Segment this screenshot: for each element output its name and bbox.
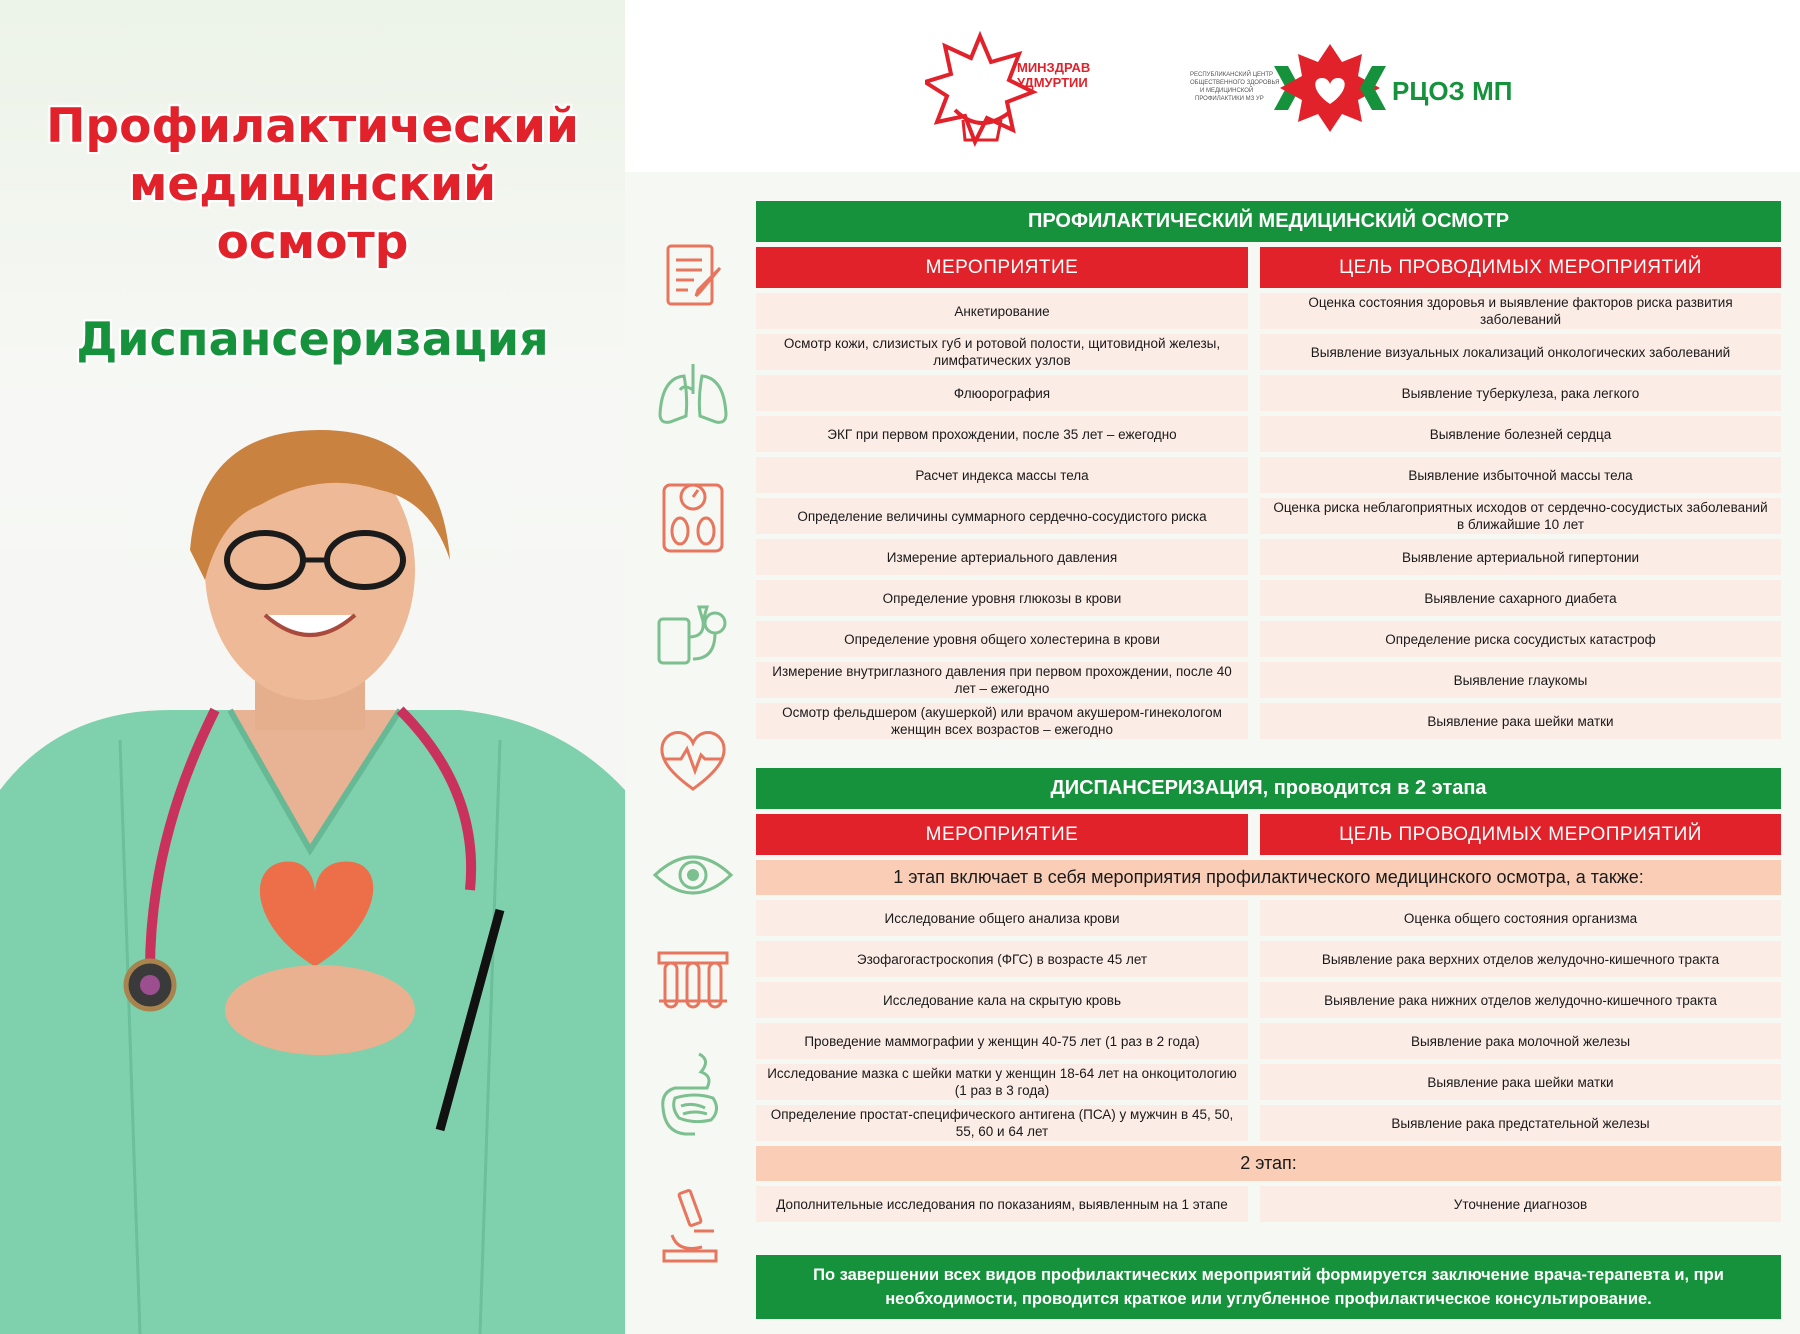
goal-cell: Выявление сахарного диабета bbox=[1260, 580, 1781, 616]
exam-header-activity: МЕРОПРИЯТИЕ bbox=[756, 247, 1248, 288]
activity-cell: Исследование кала на скрытую кровь bbox=[756, 982, 1248, 1018]
goal-cell: Оценка риска неблагоприятных исходов от сердечно-сосудистых заболеваний в ближайшие 10 лет bbox=[1260, 498, 1781, 534]
footer-note: По завершении всех видов профилактических мероприятий формируется заключение врача-терапевта и, при необходимости, проводится краткое или углубленное профилактическое консультирование. bbox=[756, 1255, 1781, 1319]
minzdrav-line-2: УДМУРТИИ bbox=[1017, 75, 1088, 90]
activity-cell: Проведение маммографии у женщин 40-75 лет (1 раз в 2 года) bbox=[756, 1023, 1248, 1059]
intestines-icon bbox=[643, 1050, 743, 1140]
activity-cell: Дополнительные исследования по показаниям, выявленным на 1 этапе bbox=[756, 1186, 1248, 1222]
goal-cell: Выявление рака нижних отделов желудочно-кишечного тракта bbox=[1260, 982, 1781, 1018]
exam-table bbox=[756, 201, 1781, 739]
activity-cell: Определение уровня общего холестерина в крови bbox=[756, 621, 1248, 657]
activity-cell: Определение величины суммарного сердечно-сосудистого риска bbox=[756, 498, 1248, 534]
activity-cell: Расчет индекса массы тела bbox=[756, 457, 1248, 493]
activity-cell: Измерение артериального давления bbox=[756, 539, 1248, 575]
goal-cell: Выявление болезней сердца bbox=[1260, 416, 1781, 452]
goal-cell: Уточнение диагнозов bbox=[1260, 1186, 1781, 1222]
activity-cell: ЭКГ при первом прохождении, после 35 лет – ежегодно bbox=[756, 416, 1248, 452]
table-row bbox=[756, 662, 1781, 698]
activity-cell: Измерение внутриглазного давления при первом прохождении, после 40 лет – ежегодно bbox=[756, 662, 1248, 698]
dispensary-table bbox=[756, 768, 1781, 1222]
table-row bbox=[756, 900, 1781, 936]
table-row bbox=[756, 375, 1781, 411]
scale-icon bbox=[643, 470, 743, 560]
dispensary-title: ДИСПАНСЕРИЗАЦИЯ, проводится в 2 этапа bbox=[756, 768, 1781, 809]
goal-cell: Выявление рака верхних отделов желудочно-кишечного тракта bbox=[1260, 941, 1781, 977]
goal-cell: Выявление рака предстательной железы bbox=[1260, 1105, 1781, 1141]
activity-cell: Флюорография bbox=[756, 375, 1248, 411]
right-panel bbox=[625, 0, 1800, 1334]
rcoz-small-line-2: ОБЩЕСТВЕННОГО ЗДОРОВЬЯ bbox=[1190, 80, 1280, 86]
table-row bbox=[756, 1105, 1781, 1141]
activity-cell: Анкетирование bbox=[756, 293, 1248, 329]
dispensary-header-goal: ЦЕЛЬ ПРОВОДИМЫХ МЕРОПРИЯТИЙ bbox=[1260, 814, 1781, 855]
exam-title: ПРОФИЛАКТИЧЕСКИЙ МЕДИЦИНСКИЙ ОСМОТР bbox=[756, 201, 1781, 242]
rcoz-small-line-1: РЕСПУБЛИКАНСКИЙ ЦЕНТР bbox=[1190, 72, 1274, 78]
table-row bbox=[756, 1023, 1781, 1059]
title-line-2: медицинский bbox=[128, 157, 497, 212]
table-row bbox=[756, 941, 1781, 977]
table-row bbox=[756, 1186, 1781, 1222]
test-tubes-icon bbox=[643, 935, 743, 1025]
goal-cell: Выявление избыточной массы тела bbox=[1260, 457, 1781, 493]
eye-icon bbox=[643, 830, 743, 920]
logo-bar bbox=[625, 0, 1800, 172]
blood-pressure-icon bbox=[643, 592, 743, 682]
activity-cell: Исследование мазка с шейки матки у женщин 18-64 лет на онкоцитологию (1 раз в 3 года) bbox=[756, 1064, 1248, 1100]
exam-header-goal: ЦЕЛЬ ПРОВОДИМЫХ МЕРОПРИЯТИЙ bbox=[1260, 247, 1781, 288]
goal-cell: Оценка состояния здоровья и выявление факторов риска развития заболеваний bbox=[1260, 293, 1781, 329]
minzdrav-logo bbox=[925, 30, 1105, 150]
table-row bbox=[756, 580, 1781, 616]
title-line-3: осмотр bbox=[216, 215, 409, 270]
rcoz-logo bbox=[1190, 42, 1520, 142]
rcoz-name: РЦОЗ МП bbox=[1392, 76, 1513, 106]
goal-cell: Выявление артериальной гипертонии bbox=[1260, 539, 1781, 575]
activity-cell: Осмотр кожи, слизистых губ и ротовой полости, щитовидной железы, лимфатических узлов bbox=[756, 334, 1248, 370]
table-row bbox=[756, 1064, 1781, 1100]
microscope-icon bbox=[643, 1180, 743, 1270]
table-row bbox=[756, 416, 1781, 452]
left-panel bbox=[0, 0, 625, 1334]
goal-cell: Выявление рака шейки матки bbox=[1260, 703, 1781, 739]
dispensary-header-row bbox=[756, 814, 1781, 855]
goal-cell: Выявление туберкулеза, рака легкого bbox=[1260, 375, 1781, 411]
exam-header-row bbox=[756, 247, 1781, 288]
activity-cell: Осмотр фельдшером (акушеркой) или врачом акушером-гинекологом женщин всех возрастов – ежегодно bbox=[756, 703, 1248, 739]
dispensary-header-activity: МЕРОПРИЯТИЕ bbox=[756, 814, 1248, 855]
goal-cell: Определение риска сосудистых катастроф bbox=[1260, 621, 1781, 657]
table-row bbox=[756, 334, 1781, 370]
stage-2-bar: 2 этап: bbox=[756, 1146, 1781, 1181]
activity-cell: Определение простат-специфического антигена (ПСА) у мужчин в 45, 50, 55, 60 и 64 лет bbox=[756, 1105, 1248, 1141]
activity-cell: Эзофагогастроскопия (ФГС) в возрасте 45 лет bbox=[756, 941, 1248, 977]
table-row bbox=[756, 457, 1781, 493]
table-row bbox=[756, 982, 1781, 1018]
goal-cell: Выявление рака шейки матки bbox=[1260, 1064, 1781, 1100]
table-row bbox=[756, 498, 1781, 534]
questionnaire-icon bbox=[643, 230, 743, 320]
goal-cell: Выявление глаукомы bbox=[1260, 662, 1781, 698]
table-row bbox=[756, 539, 1781, 575]
goal-cell: Оценка общего состояния организма bbox=[1260, 900, 1781, 936]
rcoz-small-line-4: ПРОФИЛАКТИКИ МЗ УР bbox=[1195, 96, 1264, 102]
goal-cell: Выявление визуальных локализаций онкологических заболеваний bbox=[1260, 334, 1781, 370]
activity-cell: Определение уровня глюкозы в крови bbox=[756, 580, 1248, 616]
activity-cell: Исследование общего анализа крови bbox=[756, 900, 1248, 936]
heart-pulse-icon bbox=[643, 715, 743, 805]
minzdrav-line-1: МИНЗДРАВ bbox=[1017, 60, 1091, 75]
table-row bbox=[756, 293, 1781, 329]
stage-1-bar: 1 этап включает в себя мероприятия профилактического медицинского осмотра, а также: bbox=[756, 860, 1781, 895]
table-row bbox=[756, 703, 1781, 739]
lungs-icon bbox=[643, 350, 743, 440]
main-title bbox=[0, 98, 625, 272]
title-line-1: Профилактический bbox=[46, 99, 579, 154]
doctor-illustration bbox=[0, 410, 625, 1334]
rcoz-small-line-3: И МЕДИЦИНСКОЙ bbox=[1200, 88, 1254, 94]
goal-cell: Выявление рака молочной железы bbox=[1260, 1023, 1781, 1059]
subtitle: Диспансеризация bbox=[76, 312, 549, 366]
table-row bbox=[756, 621, 1781, 657]
